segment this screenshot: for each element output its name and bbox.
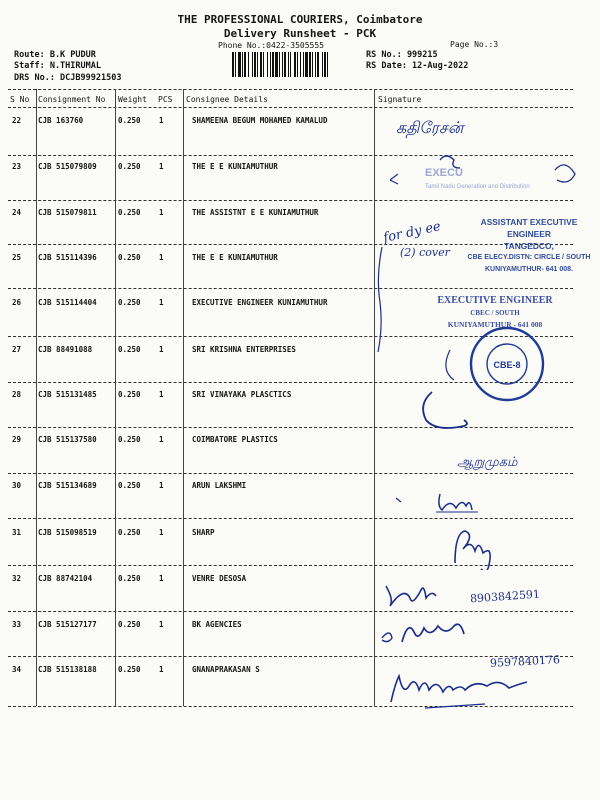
row-divider <box>8 611 573 612</box>
column-divider <box>374 89 375 706</box>
drs-number: DRS No.: DCJB99921503 <box>14 73 122 83</box>
col-pcs: PCS <box>158 95 173 104</box>
row-consignee: EXECUTIVE ENGINEER KUNIAMUTHUR <box>192 298 328 307</box>
row-pcs: 1 <box>159 162 164 171</box>
row-sno: 27 <box>12 345 22 354</box>
barcode-bar <box>244 52 246 77</box>
row-weight: 0.250 <box>118 162 141 171</box>
table-top-rule <box>8 89 573 90</box>
row-consignee: SRI VINAYAKA PLASCTICS <box>192 390 292 399</box>
seal-stamp <box>468 325 546 403</box>
signature-stroke <box>370 245 410 355</box>
row-sno: 22 <box>12 116 22 125</box>
row-pcs: 1 <box>159 528 164 537</box>
col-signature: Signature <box>378 95 422 104</box>
row-sno: 32 <box>12 574 22 583</box>
row-pcs: 1 <box>159 665 164 674</box>
barcode-bar <box>324 52 326 77</box>
col-sno: S No <box>10 95 30 104</box>
barcode-bar <box>288 52 289 77</box>
svg-text:EXECU: EXECU <box>425 167 463 179</box>
row-sno: 33 <box>12 620 22 629</box>
row-weight: 0.250 <box>118 345 141 354</box>
row-pcs: 1 <box>159 208 164 217</box>
barcode-bar <box>294 52 296 77</box>
barcode-bar <box>235 52 236 77</box>
row-pcs: 1 <box>159 253 164 262</box>
row-consignment: CJB 515134689 <box>38 481 97 490</box>
barcode-bar <box>303 52 304 77</box>
row-weight: 0.250 <box>118 390 141 399</box>
row-sno: 28 <box>12 390 22 399</box>
row-divider <box>8 518 573 519</box>
row-consignee: BK AGENCIES <box>192 620 242 629</box>
route: Route: B.K PUDUR <box>14 50 96 60</box>
stamp-line: ASSISTANT EXECUTIVE ENGINEER <box>480 217 578 239</box>
row-consignment: CJB 515131485 <box>38 390 97 399</box>
barcode-bar <box>282 52 283 77</box>
row-consignment: CJB 88491088 <box>38 345 93 354</box>
row-weight: 0.250 <box>118 116 141 125</box>
handwriting-for-dyee: for dy ee <box>382 219 443 246</box>
row-divider <box>8 427 573 428</box>
row-weight: 0.250 <box>118 528 141 537</box>
barcode-bar <box>297 52 298 77</box>
col-consignment: Consignment No <box>38 95 106 104</box>
svg-text:Tamil Nadu Generation and Dist: Tamil Nadu Generation and Distribution <box>425 184 530 190</box>
stamp-assistant-ee <box>458 216 600 276</box>
row-pcs: 1 <box>159 481 164 490</box>
stamp-line: KUNIYAMUTHUR- 641 008. <box>484 266 574 273</box>
barcode <box>232 52 358 77</box>
row-pcs: 1 <box>159 298 164 307</box>
row-divider <box>8 473 573 474</box>
row-divider <box>8 656 573 657</box>
barcode-bar <box>300 52 301 77</box>
row-weight: 0.250 <box>118 298 141 307</box>
barcode-bar <box>290 52 291 77</box>
barcode-bar <box>275 52 278 77</box>
column-divider <box>36 89 37 706</box>
barcode-bar <box>248 52 249 77</box>
row-consignee: VENRE DESOSA <box>192 574 247 583</box>
row-consignment: CJB 515079811 <box>38 208 97 217</box>
row-pcs: 1 <box>159 435 164 444</box>
row-sno: 31 <box>12 528 22 537</box>
barcode-bar <box>312 52 313 77</box>
row-sno: 26 <box>12 298 22 307</box>
barcode-bar <box>238 52 241 77</box>
row-weight: 0.250 <box>118 481 141 490</box>
phone-number: Phone No.:0422-3505555 <box>218 41 324 50</box>
barcode-bar <box>254 52 256 77</box>
barcode-bar <box>267 52 268 77</box>
row-consignee: GNANAPRAKASAN S <box>192 665 260 674</box>
table-header-rule <box>8 107 573 108</box>
barcode-bar <box>260 52 262 77</box>
phone-row-33: 9597840176 <box>489 653 561 670</box>
barcode-bar <box>322 52 323 77</box>
row-consignee: THE E E KUNIAMUTHUR <box>192 253 278 262</box>
row-consignment: CJB 88742104 <box>38 574 93 583</box>
signature-row-28 <box>410 340 470 435</box>
row-sno: 23 <box>12 162 22 171</box>
row-sno: 29 <box>12 435 22 444</box>
seal-text: CBE-8 <box>493 360 521 370</box>
barcode-bar <box>263 52 264 77</box>
row-sno: 34 <box>12 665 22 674</box>
stamp-line: CBEC / SOUTH <box>470 309 520 317</box>
barcode-bar <box>317 52 319 77</box>
barcode-bar <box>315 52 316 77</box>
row-pcs: 1 <box>159 574 164 583</box>
row-consignee: COIMBATORE PLASTICS <box>192 435 278 444</box>
row-consignment: CJB 515127177 <box>38 620 97 629</box>
barcode-bar <box>327 52 328 77</box>
row-consignment: CJB 515114404 <box>38 298 97 307</box>
row-pcs: 1 <box>159 620 164 629</box>
barcode-bar <box>232 52 234 77</box>
company-name: THE PROFESSIONAL COURIERS, Coimbatore <box>177 13 423 26</box>
col-weight: Weight <box>118 95 147 104</box>
barcode-bar <box>305 52 308 77</box>
row-consignee: THE E E KUNIAMUTHUR <box>192 162 278 171</box>
row-divider <box>8 288 573 289</box>
barcode-bar <box>270 52 271 77</box>
row-weight: 0.250 <box>118 574 141 583</box>
stamp-line: EXECUTIVE ENGINEER <box>437 295 553 306</box>
phone-row-32: 8903842591 <box>469 587 541 606</box>
row-sno: 25 <box>12 253 22 262</box>
row-consignee: SRI KRISHNA ENTERPRISES <box>192 345 296 354</box>
handwriting-cover: (2) cover <box>400 246 450 259</box>
stamp-line: CBE ELECY.DISTN: CIRCLE / SOUTH <box>467 254 591 261</box>
signature-row-29: ஆறுமுகம் <box>457 455 518 470</box>
barcode-bar <box>252 52 253 77</box>
row-consignee: SHAMEENA BEGUM MOHAMED KAMALUD <box>192 116 328 125</box>
row-weight: 0.250 <box>118 253 141 262</box>
column-divider <box>115 89 116 706</box>
barcode-bar <box>257 52 258 77</box>
staff: Staff: N.THIRUMAL <box>14 61 101 71</box>
row-consignee: THE ASSISTNT E E KUNIAMUTHUR <box>192 208 319 217</box>
barcode-bar <box>272 52 274 77</box>
signature-row-34 <box>385 668 555 713</box>
row-consignment: CJB 163760 <box>38 116 84 125</box>
row-weight: 0.250 <box>118 665 141 674</box>
row-consignment: CJB 515114396 <box>38 253 97 262</box>
rs-date: RS Date: 12-Aug-2022 <box>366 61 469 71</box>
barcode-bar <box>242 52 243 77</box>
signature-row-32 <box>380 580 480 610</box>
column-divider <box>183 89 184 706</box>
barcode-bar <box>279 52 280 77</box>
barcode-bar <box>309 52 311 77</box>
signature-row-31 <box>445 525 515 570</box>
stamp-line: KUNIYAMUTHUR - 641 008 <box>447 320 543 329</box>
row-pcs: 1 <box>159 116 164 125</box>
signature-row-30 <box>392 482 502 518</box>
stamp-line: TANGEDCO, <box>504 241 554 251</box>
row-consignment: CJB 515137580 <box>38 435 97 444</box>
barcode-bar <box>284 52 286 77</box>
row-pcs: 1 <box>159 345 164 354</box>
row-weight: 0.250 <box>118 208 141 217</box>
row-sno: 24 <box>12 208 22 217</box>
col-consignee: Consignee Details <box>186 95 268 104</box>
page-number: Page No.:3 <box>450 40 499 49</box>
row-pcs: 1 <box>159 390 164 399</box>
row-consignee: ARUN LAKSHMI <box>192 481 247 490</box>
row-consignee: SHARP <box>192 528 215 537</box>
signature-row-33 <box>378 618 488 652</box>
signature-row-23 <box>385 150 585 200</box>
row-weight: 0.250 <box>118 620 141 629</box>
rs-number: RS No.: 999215 <box>366 50 438 60</box>
row-sno: 30 <box>12 481 22 490</box>
row-consignment: CJB 515079809 <box>38 162 97 171</box>
signature-row-22: கதிரேசன் <box>396 118 464 137</box>
row-weight: 0.250 <box>118 435 141 444</box>
row-divider <box>8 200 573 201</box>
row-consignment: CJB 515098519 <box>38 528 97 537</box>
row-consignment: CJB 515138188 <box>38 665 97 674</box>
document-title: Delivery Runsheet - PCK <box>223 27 377 40</box>
